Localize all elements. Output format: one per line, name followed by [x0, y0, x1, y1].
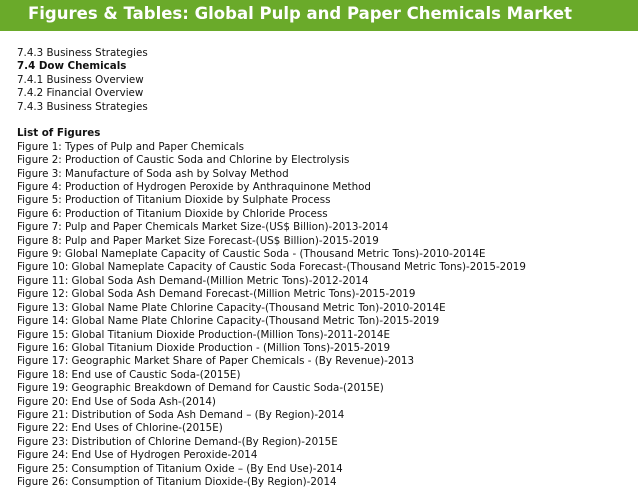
figure-item: Figure 2: Production of Caustic Soda and Chlorine by Electrolysis — [17, 154, 350, 167]
document-body — [17, 47, 632, 489]
toc-entry: 7.4 Dow Chemicals — [17, 60, 127, 73]
figure-item: Figure 21: Distribution of Soda Ash Demand – (By Region)-2014 — [17, 408, 345, 421]
figure-item: Figure 10: Global Nameplate Capacity of Caustic Soda Forecast-(Thousand Metric Tons)-2015-2019 — [17, 261, 526, 274]
figure-item: Figure 26: Consumption of Titanium Dioxide-(By Region)-2014 — [17, 475, 337, 488]
figure-item: Figure 15: Global Titanium Dioxide Production-(Million Tons)-2011-2014E — [17, 328, 390, 341]
figure-item: Figure 25: Consumption of Titanium Oxide – (By End Use)-2014 — [17, 462, 343, 475]
toc-entry: 7.4.1 Business Overview — [17, 73, 144, 86]
figure-item: Figure 4: Production of Hydrogen Peroxide by Anthraquinone Method — [17, 181, 371, 194]
figure-item: Figure 12: Global Soda Ash Demand Forecast-(Million Metric Tons)-2015-2019 — [17, 288, 416, 301]
figure-item: Figure 6: Production of Titanium Dioxide by Chloride Process — [17, 207, 328, 220]
figure-item: Figure 22: End Uses of Chlorine-(2015E) — [17, 422, 223, 435]
figure-item: Figure 8: Pulp and Paper Market Size Forecast-(US$ Billion)-2015-2019 — [17, 234, 379, 247]
figure-item: Figure 19: Geographic Breakdown of Demand for Caustic Soda-(2015E) — [17, 382, 384, 395]
title-banner — [0, 0, 638, 31]
figure-item: Figure 7: Pulp and Paper Chemicals Market Size-(US$ Billion)-2013-2014 — [17, 221, 389, 234]
figure-item: Figure 5: Production of Titanium Dioxide by Sulphate Process — [17, 194, 331, 207]
figure-item: Figure 14: Global Name Plate Chlorine Capacity-(Thousand Metric Ton)-2015-2019 — [17, 315, 440, 328]
toc-entry: 7.4.3 Business Strategies — [17, 100, 148, 113]
figure-item: Figure 13: Global Name Plate Chlorine Capacity-(Thousand Metric Ton)-2010-2014E — [17, 301, 446, 314]
figure-item: Figure 9: Global Nameplate Capacity of Caustic Soda - (Thousand Metric Tons)-2010-2014E — [17, 248, 486, 261]
figure-item: Figure 20: End Use of Soda Ash-(2014) — [17, 395, 216, 408]
figures-heading: List of Figures — [17, 127, 101, 140]
figure-item: Figure 24: End Use of Hydrogen Peroxide-2014 — [17, 449, 258, 462]
figure-item: Figure 11: Global Soda Ash Demand-(Million Metric Tons)-2012-2014 — [17, 274, 369, 287]
toc-entry: 7.4.3 Business Strategies — [17, 47, 148, 59]
figure-item: Figure 23: Distribution of Chlorine Demand-(By Region)-2015E — [17, 435, 338, 448]
figure-item: Figure 16: Global Titanium Dioxide Production - (Million Tons)-2015-2019 — [17, 341, 391, 354]
figure-item: Figure 1: Types of Pulp and Paper Chemicals — [17, 140, 244, 153]
toc-section — [17, 47, 632, 114]
figure-item: Figure 18: End use of Caustic Soda-(2015E) — [17, 368, 241, 381]
toc-entry: 7.4.2 Financial Overview — [17, 87, 144, 100]
list-of-figures — [17, 127, 632, 489]
figure-item: Figure 17: Geographic Market Share of Paper Chemicals - (By Revenue)-2013 — [17, 355, 415, 368]
section-spacer — [17, 114, 632, 127]
figure-item: Figure 3: Manufacture of Soda ash by Solvay Method — [17, 167, 289, 180]
page-title: Figures & Tables: Global Pulp and Paper Chemicals Market — [28, 4, 572, 23]
